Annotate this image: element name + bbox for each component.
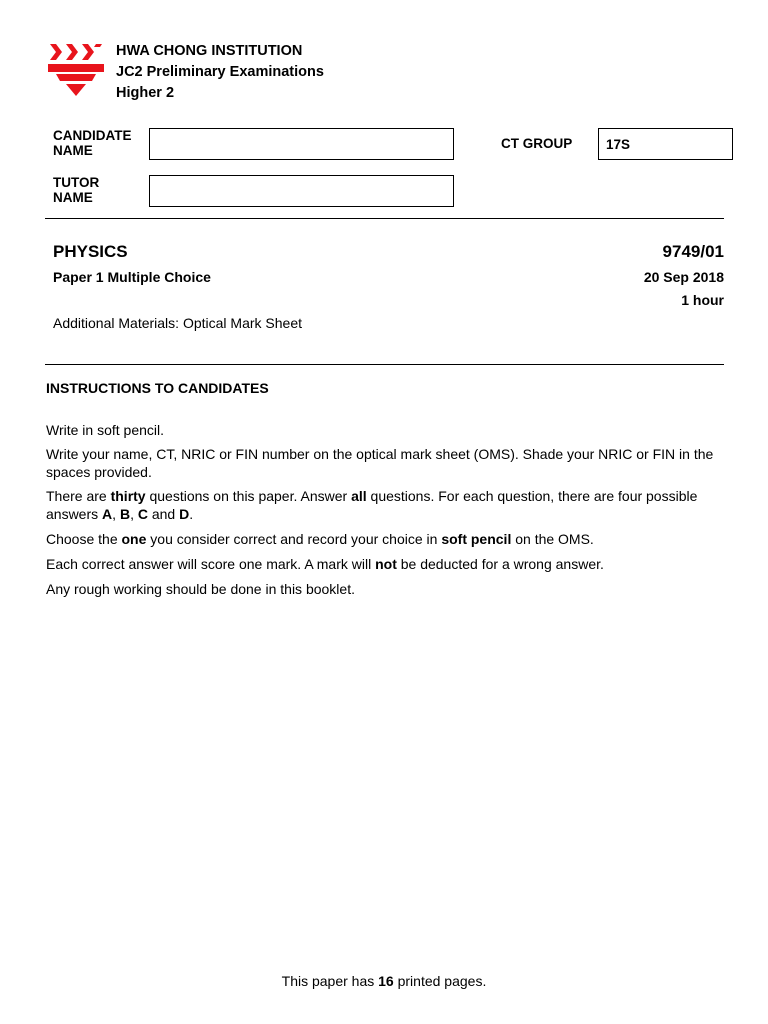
exam-date: 20 Sep 2018 xyxy=(643,269,724,285)
candidate-name-field[interactable] xyxy=(149,128,454,160)
candidate-name-label xyxy=(53,128,132,158)
instruction-oms: Write your name, CT, NRIC or FIN number on the optical mark sheet (OMS). Shade your NRIC or FIN in the spaces provided. xyxy=(46,446,714,480)
candidate-label-line-2: NAME xyxy=(53,143,93,158)
exam-name: JC2 Preliminary Examinations xyxy=(116,64,324,80)
duration: 1 hour xyxy=(681,292,724,308)
divider-top xyxy=(45,218,724,219)
ct-group-label: CT GROUP xyxy=(501,136,573,151)
divider-bottom xyxy=(45,364,724,365)
additional-materials: Additional Materials: Optical Mark Sheet xyxy=(53,315,302,331)
institution-name: HWA CHONG INSTITUTION xyxy=(116,43,303,59)
subject: PHYSICS xyxy=(53,242,128,261)
ct-group-field[interactable] xyxy=(598,128,733,160)
instructions-heading: INSTRUCTIONS TO CANDIDATES xyxy=(46,380,269,396)
instruction-questions: There are thirty questions on this paper. Answer all questions. For each question, there are four possible answers A, B, C and D. xyxy=(46,488,698,522)
tutor-label-line-1: TUTOR xyxy=(53,175,100,190)
tutor-name-label xyxy=(53,175,99,205)
instruction-marking: Each correct answer will score one mark. A mark will not be deducted for a wrong answer. xyxy=(46,556,604,572)
page-count-footer: This paper has 16 printed pages. xyxy=(281,973,487,989)
hci-logo-icon xyxy=(46,42,106,98)
instruction-choose: Choose the one you consider correct and record your choice in soft pencil on the OMS. xyxy=(46,531,594,547)
tutor-name-field[interactable] xyxy=(149,175,454,207)
paper-code: 9749/01 xyxy=(662,242,724,261)
candidate-label-line-1: CANDIDATE xyxy=(53,128,132,143)
instruction-rough-work: Any rough working should be done in this booklet. xyxy=(46,581,355,597)
paper-title: Paper 1 Multiple Choice xyxy=(53,269,211,285)
level: Higher 2 xyxy=(116,85,175,101)
tutor-label-line-2: NAME xyxy=(53,190,93,205)
ct-group-value: 17S xyxy=(606,137,631,152)
instruction-pencil: Write in soft pencil. xyxy=(46,422,165,438)
instructions-body xyxy=(46,421,726,598)
